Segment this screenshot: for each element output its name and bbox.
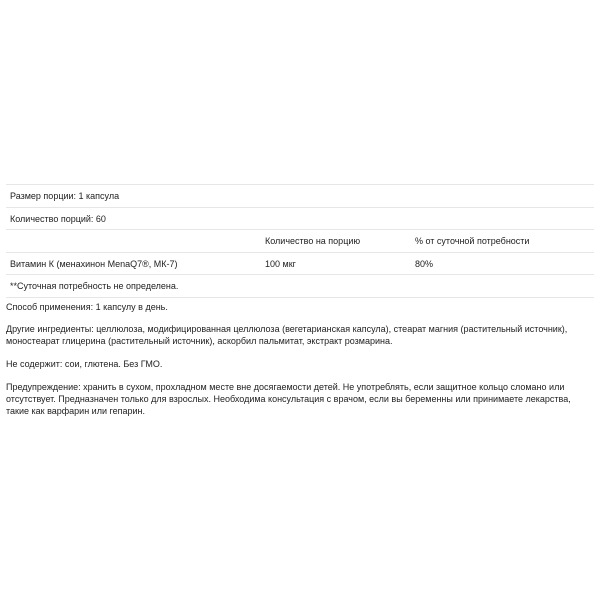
warning-text: Предупреждение: хранить в сухом, прохладном месте вне досягаемости детей. Не употреблять, если защитное кольцо сломано или отсутствует. Предназначен только для взрослых. Необходима консультация с врачом, если вы беременны или принимаете лекарства, такие как варфарин или гепарин. bbox=[6, 382, 571, 416]
footnote: **Суточная потребность не определена. bbox=[10, 281, 179, 291]
servings-count: Количество порций: 60 bbox=[10, 213, 106, 224]
usage-text: Способ применения: 1 капсулу в день. bbox=[6, 302, 168, 312]
servings-row bbox=[6, 207, 594, 230]
nutrient-name: Витамин К (менахинон MenaQ7®, МК-7) bbox=[10, 258, 178, 269]
free-from-text: Не содержит: сои, глютена. Без ГМО. bbox=[6, 359, 163, 369]
serving-size: Размер порции: 1 капсула bbox=[10, 191, 120, 201]
nutrient-amount: 100 мкг bbox=[265, 258, 296, 269]
table-row bbox=[6, 252, 594, 275]
daily-value-header: % от суточной потребности bbox=[415, 236, 530, 246]
serving-size-row bbox=[6, 184, 594, 207]
nutrient-daily-value: 80% bbox=[415, 258, 434, 269]
other-ingredients-text: Другие ингредиенты: целлюлоза, модифицированная целлюлоза (вегетарианская капсула), стеарат магния (растительный источник), моностеарат глицерина (растительный источник), аскорбил пальмитат, экстракт розмарина. bbox=[6, 324, 568, 346]
table-header-row bbox=[6, 229, 594, 252]
amount-header: Количество на порцию bbox=[265, 236, 361, 246]
supplement-facts-table bbox=[6, 184, 594, 298]
footnote-row bbox=[6, 274, 594, 298]
